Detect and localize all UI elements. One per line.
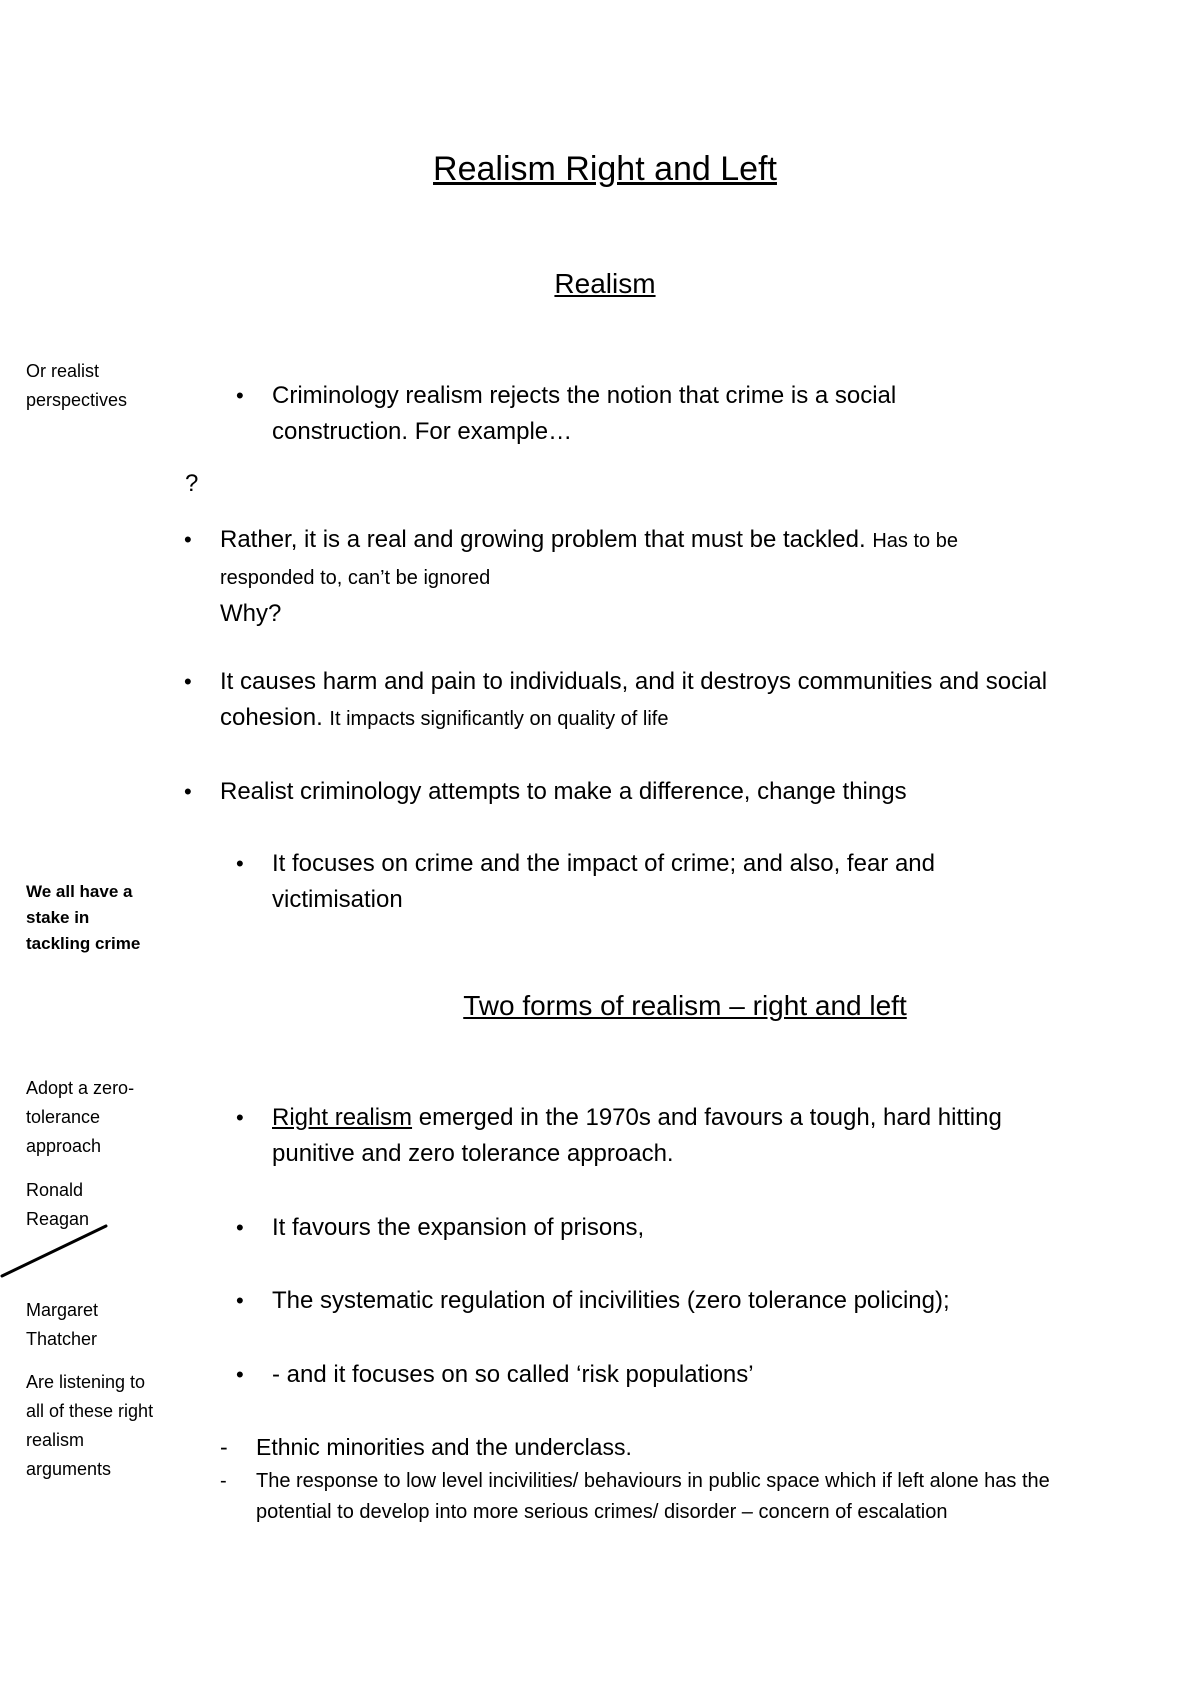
- margin-note-zero-tolerance: Adopt a zero-tolerance approach: [26, 1078, 135, 1156]
- bullet-icon: •: [236, 1288, 244, 1313]
- bullet-icon: •: [236, 1215, 244, 1240]
- dash-item-ethnic: [220, 1432, 1036, 1463]
- margin-note-stake: We all have a stake in tackling crime: [26, 882, 141, 953]
- bullet-icon: •: [184, 527, 192, 552]
- bullet-text: Realist criminology attempts to make a difference, change things: [220, 778, 907, 805]
- bullet-icon: •: [184, 669, 192, 694]
- bullet-text: - and it focuses on so called ‘risk populations’: [272, 1361, 754, 1388]
- bullet-risk-populations: [236, 1357, 1032, 1393]
- bullet-prisons: [236, 1210, 1032, 1246]
- bullet-text: The systematic regulation of incivilities (zero tolerance policing);: [272, 1287, 950, 1314]
- bullet-right-realism: [236, 1100, 1072, 1172]
- bullet-causes-harm: [184, 664, 1050, 737]
- annotation-text: It impacts significantly on quality of life: [329, 708, 669, 730]
- dash-text: The response to low level incivilities/ behaviours in public space which if left alone has the potential to develop into more serious crimes/ disorder – concern of escalation: [256, 1470, 1050, 1523]
- handwritten-strike-line: [0, 1220, 120, 1280]
- margin-note-thatcher: Margaret Thatcher: [26, 1300, 99, 1349]
- margin-note-reagan: Ronald Reagan: [26, 1180, 90, 1229]
- bullet-icon: •: [184, 779, 192, 804]
- section-heading-realism: Realism: [554, 268, 656, 299]
- bullet-focuses-crime: [236, 846, 1032, 918]
- bullet-icon: •: [236, 383, 244, 408]
- dash-icon: -: [220, 1434, 228, 1460]
- annotation-text: Has to be responded to, can’t be ignored: [220, 530, 958, 589]
- dash-item-incivilities-response: [220, 1466, 1056, 1528]
- bullet-realism-rejects: [236, 378, 972, 450]
- margin-note-realist-perspectives: Or realist perspectives: [26, 361, 128, 410]
- dash-text: Ethnic minorities and the underclass.: [256, 1434, 632, 1460]
- section-heading-two-forms: Two forms of realism – right and left: [463, 990, 907, 1021]
- bullet-text: emerged in the 1970s and favours a tough, hard hitting punitive and zero tolerance approach.: [272, 1104, 1002, 1167]
- bullet-real-problem: [184, 522, 1050, 632]
- dash-icon: -: [220, 1470, 227, 1492]
- bullet-text: Rather, it is a real and growing problem that must be tackled.: [220, 526, 866, 553]
- margin-note-listening: Are listening to all of these right realism arguments: [26, 1372, 154, 1479]
- bullet-text: It causes harm and pain to individuals, and it destroys communities and social cohesion.: [220, 668, 1048, 731]
- bullet-make-difference: [184, 774, 1050, 810]
- bullet-text: Criminology realism rejects the notion that crime is a social construction. For example…: [272, 382, 897, 445]
- question-mark: ?: [185, 470, 199, 497]
- bullet-icon: •: [236, 1105, 244, 1130]
- bullet-icon: •: [236, 1362, 244, 1387]
- why-text: Why?: [220, 600, 282, 627]
- bullet-text: It focuses on crime and the impact of crime; and also, fear and victimisation: [272, 850, 935, 913]
- term-right-realism: Right realism: [272, 1104, 413, 1131]
- bullet-incivilities: [236, 1283, 1072, 1319]
- bullet-text: It favours the expansion of prisons,: [272, 1214, 645, 1241]
- bullet-icon: •: [236, 851, 244, 876]
- page-title: Realism Right and Left: [433, 150, 777, 188]
